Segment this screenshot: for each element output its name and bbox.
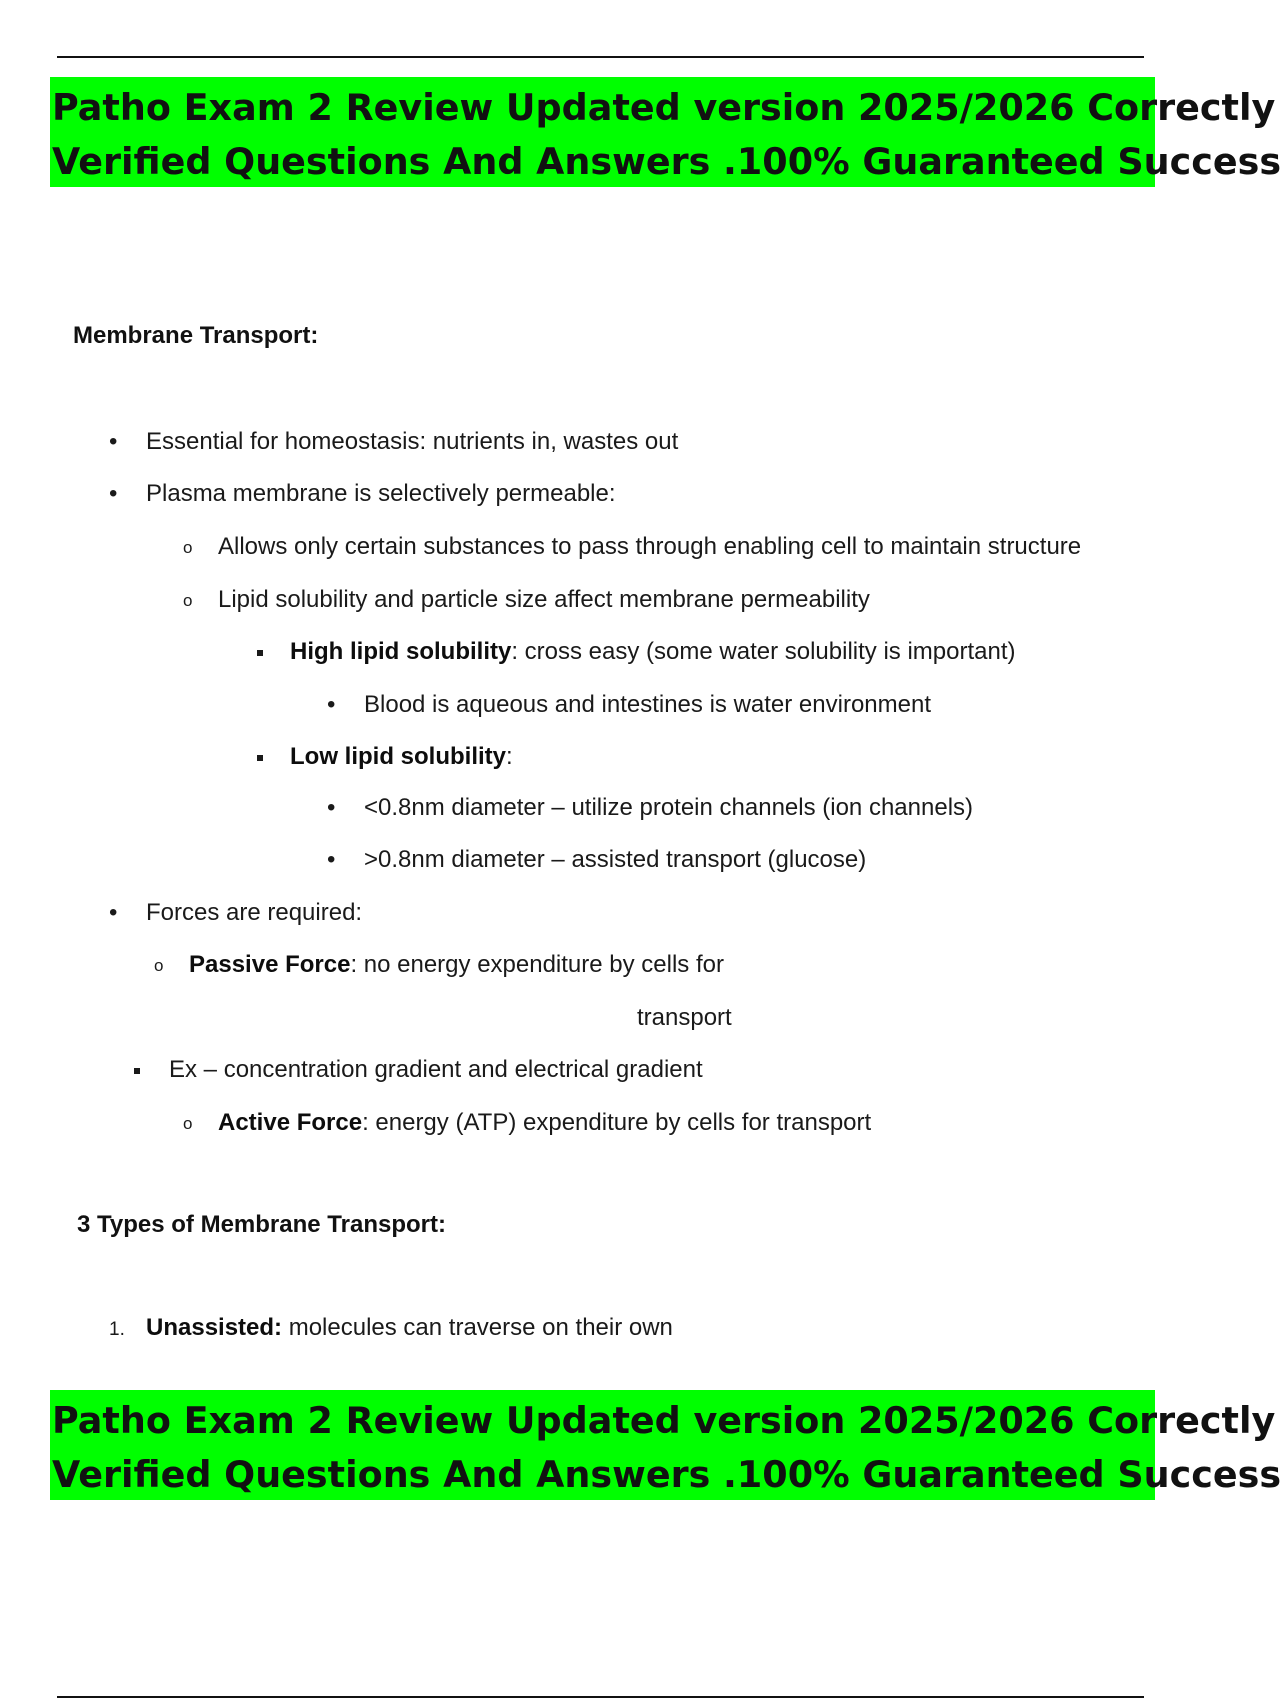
item-small-diameter: <0.8nm diameter – utilize protein channels (ion channels) (364, 794, 974, 821)
bullet-forces: Forces are required: (146, 899, 363, 926)
active-force-label: Active Force (218, 1109, 363, 1136)
passive-force-text: : no energy expenditure by cells for (350, 951, 724, 978)
passive-force-label: Passive Force (189, 951, 351, 978)
sub-bullet-marker (183, 1108, 192, 1140)
square-bullet-marker (257, 650, 263, 656)
item-passive-force-continued: transport (637, 1004, 732, 1031)
title-banner-top (50, 77, 1281, 187)
bullet-marker (327, 793, 335, 823)
square-bullet-marker (134, 1068, 140, 1074)
section-heading-membrane-transport: Membrane Transport: (73, 322, 319, 349)
sub-bullet-selective: Allows only certain substances to pass through enabling cell to maintain structure (218, 533, 1082, 560)
high-lipid-text: : cross easy (some water solubility is important) (511, 638, 1016, 665)
sub-bullet-lipid-solubility: Lipid solubility and particle size affect membrane permeability (218, 586, 870, 613)
unassisted-text: molecules can traverse on their own (282, 1314, 673, 1341)
item-low-lipid-solubility (290, 742, 513, 772)
bullet-marker (109, 479, 117, 509)
section-heading-types-of-transport: 3 Types of Membrane Transport: (77, 1211, 446, 1238)
bullet-marker (327, 690, 335, 720)
banner-line-2: Verified Questions And Answers .100% Guaranteed Success (52, 1453, 1281, 1496)
item-passive-force (189, 950, 724, 980)
sub-bullet-marker (183, 532, 192, 564)
top-rule (57, 56, 1144, 58)
banner-line-2: Verified Questions And Answers .100% Guaranteed Success (52, 140, 1281, 183)
item-passive-example: Ex – concentration gradient and electrical gradient (169, 1056, 703, 1083)
low-lipid-text: : (506, 743, 513, 770)
active-force-text: : energy (ATP) expenditure by cells for transport (362, 1109, 872, 1136)
item-unassisted (146, 1313, 673, 1343)
item-high-lipid-solubility (290, 637, 1015, 667)
title-banner-bottom (50, 1390, 1281, 1500)
item-large-diameter: >0.8nm diameter – assisted transport (glucose) (364, 846, 867, 873)
bullet-homeostasis: Essential for homeostasis: nutrients in, wastes out (146, 428, 679, 455)
unassisted-label: Unassisted: (146, 1314, 283, 1341)
item-blood-aqueous: Blood is aqueous and intestines is water environment (364, 691, 931, 718)
banner-line-1: Patho Exam 2 Review Updated version 2025/2026 Correctly (52, 1399, 1276, 1442)
square-bullet-marker (257, 755, 263, 761)
low-lipid-label: Low lipid solubility (290, 743, 506, 770)
list-number: 1. (109, 1319, 125, 1340)
bullet-marker (109, 427, 117, 457)
high-lipid-label: High lipid solubility (290, 638, 512, 665)
banner-line-1: Patho Exam 2 Review Updated version 2025/2026 Correctly (52, 86, 1276, 129)
sub-bullet-marker (183, 585, 192, 617)
bullet-marker (109, 898, 117, 928)
bullet-marker (327, 845, 335, 875)
item-active-force (218, 1108, 871, 1138)
bullet-plasma-membrane: Plasma membrane is selectively permeable: (146, 480, 616, 507)
sub-bullet-marker (154, 950, 163, 982)
bottom-rule (57, 1696, 1144, 1698)
